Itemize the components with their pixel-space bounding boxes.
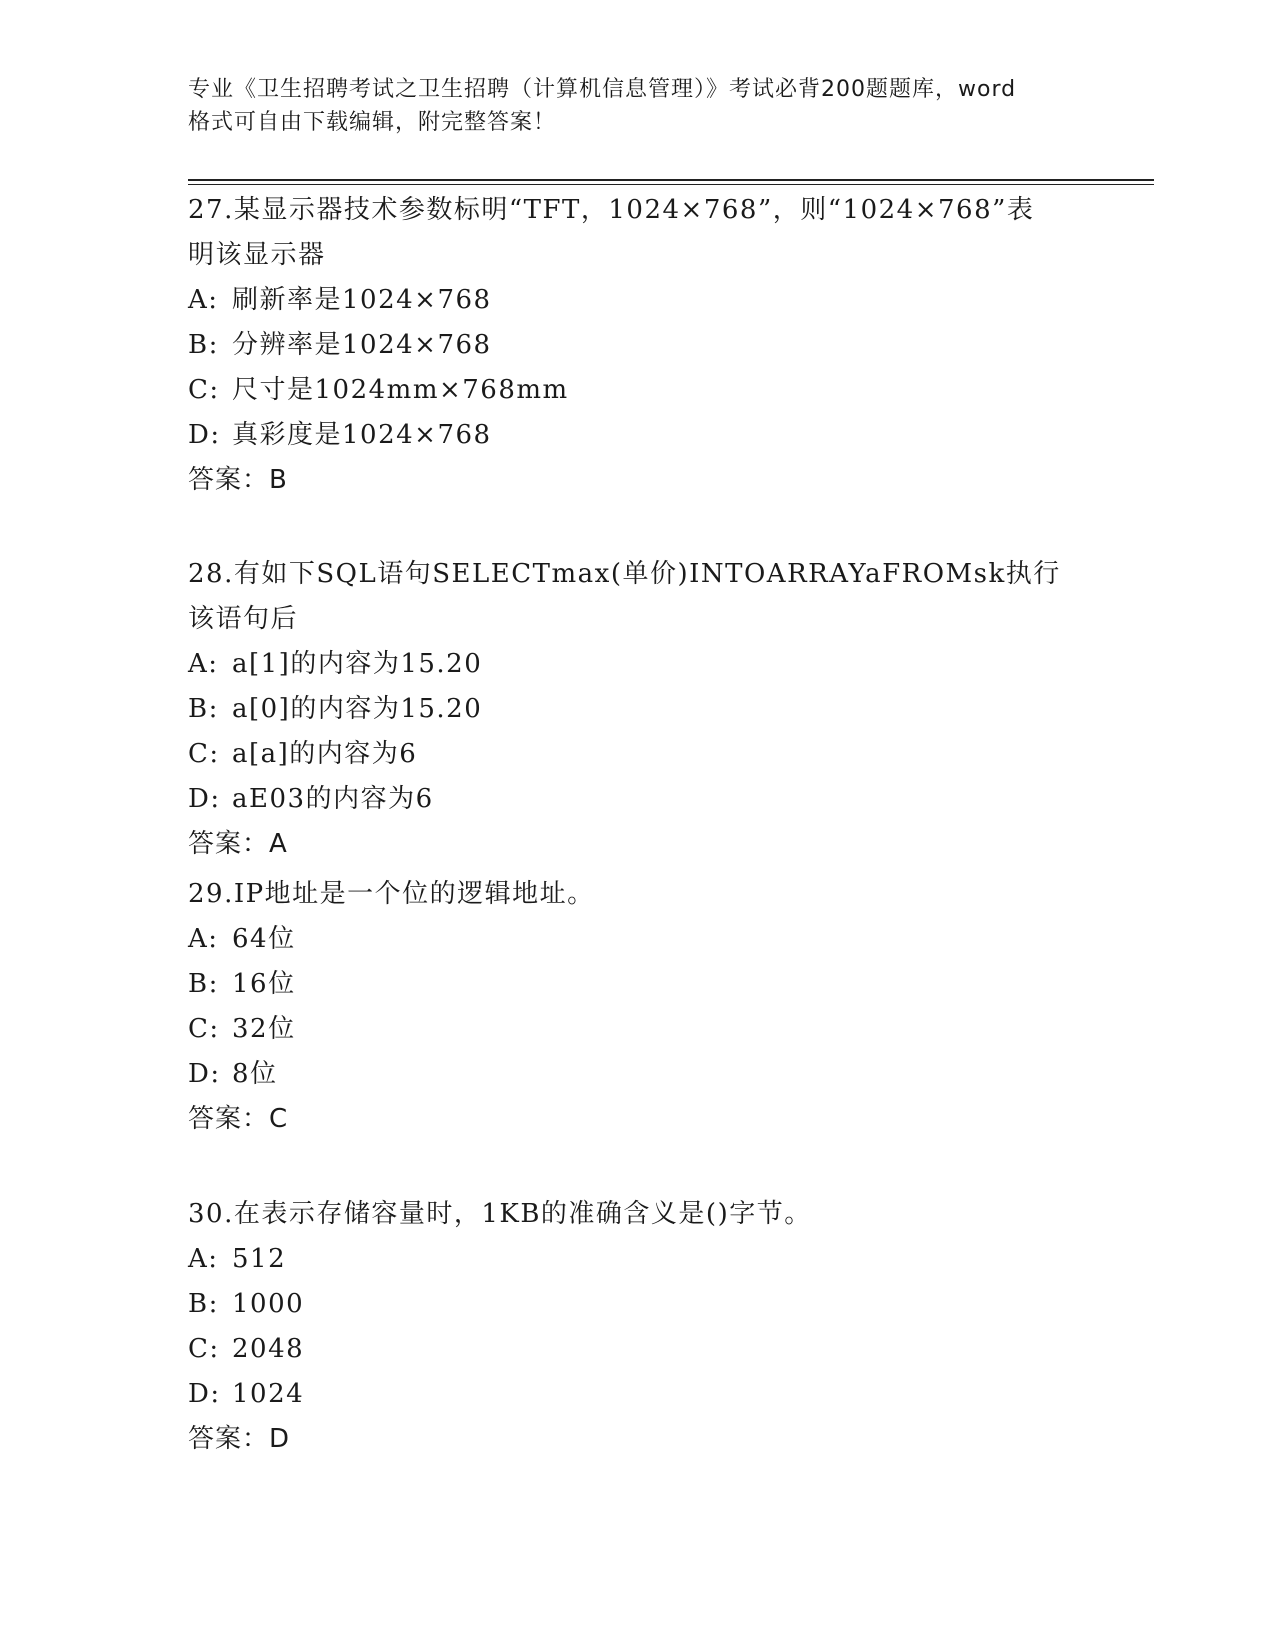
- option-letter: A:: [188, 1244, 219, 1274]
- option-letter: B:: [188, 1289, 219, 1319]
- option-c: [188, 368, 1088, 413]
- option-d: [188, 1052, 1088, 1097]
- option-text: 刷新率是1024×768: [232, 285, 492, 315]
- header-divider-thick: [188, 179, 1154, 181]
- question-30: [188, 1192, 1088, 1462]
- option-text: 64位: [232, 924, 296, 954]
- option-text: 分辨率是1024×768: [232, 330, 492, 360]
- question-stem-line: 27.某显示器技术参数标明“TFT，1024×768”，则“1024×768”表: [188, 195, 1035, 225]
- option-letter: A:: [188, 924, 219, 954]
- question-stem-line: 30.在表示存储容量时，1KB的准确含义是()字节。: [188, 1199, 812, 1229]
- header-line-2: 格式可自由下载编辑，附完整答案！: [188, 110, 557, 135]
- option-letter: D:: [188, 1059, 221, 1089]
- option-text: aE03的内容为6: [232, 784, 434, 814]
- option-letter: D:: [188, 420, 221, 450]
- option-text: 1024: [232, 1379, 305, 1409]
- question-stem: [188, 1192, 1088, 1237]
- option-c: [188, 732, 1088, 777]
- option-text: a[0]的内容为15.20: [232, 694, 483, 724]
- option-letter: A:: [188, 285, 219, 315]
- question-stem-line: 28.有如下SQL语句SELECTmax(单价)INTOARRAYaFROMsk执行该语句后: [188, 559, 1061, 634]
- option-b: [188, 962, 1088, 1007]
- option-text: 16位: [232, 969, 296, 999]
- option-b: [188, 323, 1088, 368]
- option-text: 32位: [232, 1014, 296, 1044]
- option-a: [188, 642, 1088, 687]
- option-text: 2048: [232, 1334, 305, 1364]
- option-b: [188, 1282, 1088, 1327]
- option-letter: C:: [188, 1014, 220, 1044]
- option-letter: D:: [188, 1379, 221, 1409]
- question-stem: [188, 872, 1088, 917]
- question-stem-line: 明该显示器: [188, 240, 326, 270]
- option-letter: D:: [188, 784, 221, 814]
- option-d: [188, 1372, 1088, 1417]
- option-b: [188, 687, 1088, 732]
- option-letter: C:: [188, 375, 220, 405]
- question-stem-line: 29.IP地址是一个位的逻辑地址。: [188, 879, 595, 909]
- question-28: [188, 552, 1088, 867]
- question-stem: [188, 188, 1088, 278]
- option-c: [188, 1327, 1088, 1372]
- option-text: 尺寸是1024mm×768mm: [232, 375, 569, 405]
- answer-line: 答案：D: [188, 1424, 291, 1454]
- option-letter: B:: [188, 969, 219, 999]
- header-line-1: 专业《卫生招聘考试之卫生招聘（计算机信息管理）》考试必背200题题库，word: [188, 77, 1017, 102]
- option-letter: B:: [188, 694, 219, 724]
- option-a: [188, 1237, 1088, 1282]
- option-a: [188, 278, 1088, 323]
- document-header: [188, 73, 1088, 139]
- option-c: [188, 1007, 1088, 1052]
- option-letter: A:: [188, 649, 219, 679]
- option-d: [188, 413, 1088, 458]
- question-stem: [188, 552, 1088, 642]
- option-text: 真彩度是1024×768: [232, 420, 492, 450]
- answer-line: 答案：A: [188, 829, 288, 859]
- option-text: 8位: [232, 1059, 278, 1089]
- answer-line: 答案：B: [188, 465, 288, 495]
- answer-line: 答案：C: [188, 1104, 289, 1134]
- option-letter: C:: [188, 739, 220, 769]
- option-text: 512: [232, 1244, 287, 1274]
- option-d: [188, 777, 1088, 822]
- option-a: [188, 917, 1088, 962]
- option-text: a[a]的内容为6: [232, 739, 418, 769]
- option-text: a[1]的内容为15.20: [232, 649, 483, 679]
- option-letter: C:: [188, 1334, 220, 1364]
- question-29: [188, 872, 1088, 1142]
- header-divider-thin: [188, 184, 1154, 185]
- option-text: 1000: [232, 1289, 305, 1319]
- option-letter: B:: [188, 330, 219, 360]
- question-27: [188, 188, 1088, 503]
